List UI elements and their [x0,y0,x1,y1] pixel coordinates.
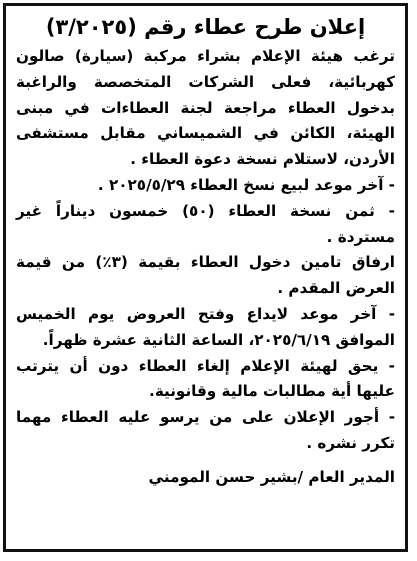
advertising-fees-item: - أجور الإعلان على من يرسو عليه العطاء مهما تكرر نشره . [16,408,395,452]
signature-line: المدير العام /بشير حسن المومني [148,467,395,486]
cancellation-right-item: - يحق لهيئة الإعلام إلغاء العطاء دون أن يترتب عليها أية مطالبات مالية وقانونية. [16,356,395,401]
bid-bond-item: ارفاق تامين دخول العطاء بقيمة (٣٪) من قيمة العرض المقدم . [16,253,395,298]
copy-price-item: - ثمن نسخة العطاء (٥٠) خمسون ديناراً غير مستردة . [16,201,395,246]
tender-announcement [3,3,408,552]
announcement-title: إعلان طرح عطاء رقم (٣/٢٠٢٥) [45,15,366,39]
intro-paragraph: ترغب هيئة الإعلام بشراء مركبة (سيارة) صالون كهربائية، فعلى الشركات المتخصصة والراغبة بدخول العطاء مراجعة لجنة العطاءات في مبنى الهيئة، الكائن في الشميساني مقابل مستشفى الأردن، لاستلام نسخة دعوة العطاء . [16,47,395,169]
sale-deadline-item: - آخر موعد لبيع نسخ العطاء ٢٠٢٥/٥/٢٩ . [97,175,395,194]
submission-deadline-item: - آخر موعد لايداع وفتح العروض يوم الخميس الموافق ٢٠٢٥/٦/١٩، الساعة الثانية عشرة ظهراً. [16,304,395,349]
